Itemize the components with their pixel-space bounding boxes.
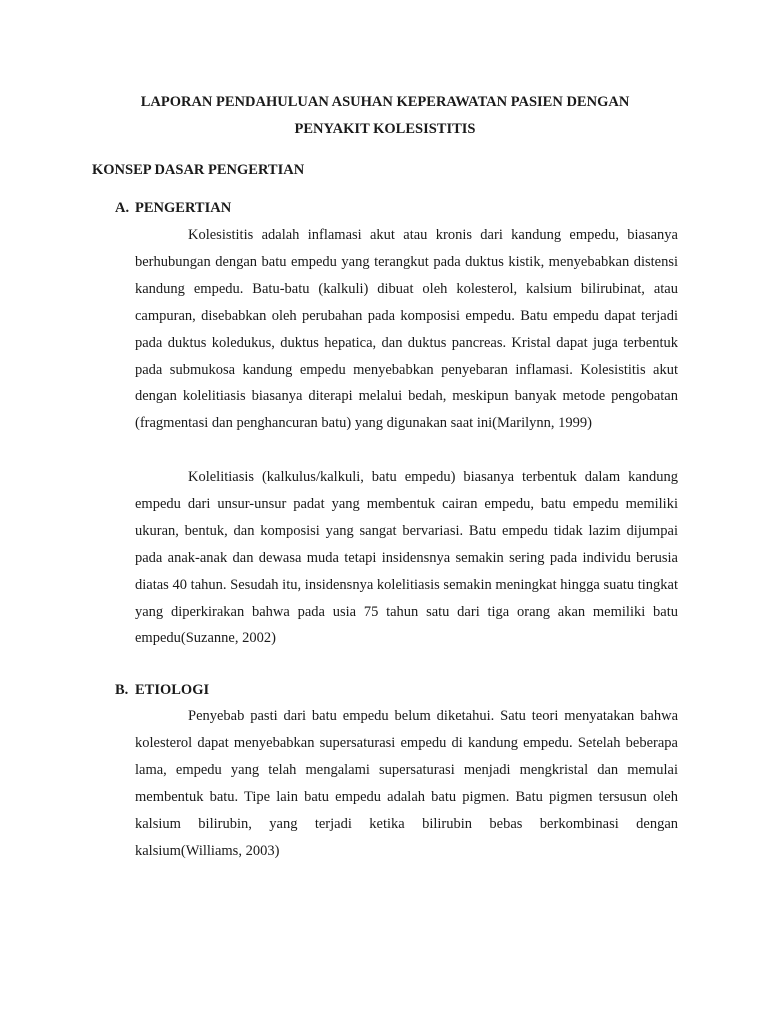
- section-heading: KONSEP DASAR PENGERTIAN: [92, 162, 305, 178]
- etiologi-paragraph-1: Penyebab pasti dari batu empedu belum diketahui. Satu teori menyatakan bahwa kolesterol dapat menyebabkan supersaturasi empedu di kandung empedu. Setelah beberapa lama, empedu yang telah mengalami supersaturasi menjadi mengkristal dan memulai membentuk batu. Tipe lain batu empedu adalah batu pigmen. Batu pigmen tersusun oleh kalsium bilirubin, yang terjadi ketika bilirubin bebas berkombinasi dengan kalsium(Williams, 2003): [135, 708, 678, 859]
- section-b-heading: ETIOLOGI: [135, 682, 210, 698]
- pengertian-paragraph-1: Kolesistitis adalah inflamasi akut atau kronis dari kandung empedu, biasanya berhubungan dengan batu empedu yang terangkut pada duktus kistik, menyebabkan distensi kandung empedu. Batu-batu (kalkuli) dibuat oleh kolesterol, kalsium bilirubinat, atau campuran, disebabkan oleh perubahan pada komposisi empedu. Batu empedu dapat terjadi pada duktus koledukus, duktus hepatica, dan duktus pancreas. Kristal dapat juga terbentuk pada submukosa kandung empedu menyebabkan penyebaran inflamasi. Kolesistitis akut dengan kolelitiasis biasanya diterapi melalui bedah, meskipun banyak metode pengobatan (fragmentasi dan penghancuran batu) yang digunakan saat ini(Marilynn, 1999): [135, 227, 678, 432]
- section-a-marker: A.: [115, 200, 130, 216]
- section-a-heading: PENGERTIAN: [135, 200, 232, 216]
- document-title-line-1: LAPORAN PENDAHULUAN ASUHAN KEPERAWATAN PASIEN DENGAN: [140, 94, 630, 110]
- document-title-line-2: PENYAKIT KOLESISTITIS: [294, 121, 476, 137]
- pengertian-paragraph-2: Kolelitiasis (kalkulus/kalkuli, batu empedu) biasanya terbentuk dalam kandung empedu dari unsur-unsur padat yang membentuk cairan empedu, batu empedu memiliki ukuran, bentuk, dan komposisi yang sangat bervariasi. Batu empedu tidak lazim dijumpai pada anak-anak dan dewasa muda tetapi insidensnya semakin sering pada individu berusia diatas 40 tahun. Sesudah itu, insidensnya kolelitiasis semakin meningkat hingga suatu tingkat yang diperkirakan bahwa pada usia 75 tahun satu dari tiga orang akan memiliki batu empedu(Suzanne, 2002): [135, 469, 678, 647]
- section-b-marker: B.: [115, 682, 129, 698]
